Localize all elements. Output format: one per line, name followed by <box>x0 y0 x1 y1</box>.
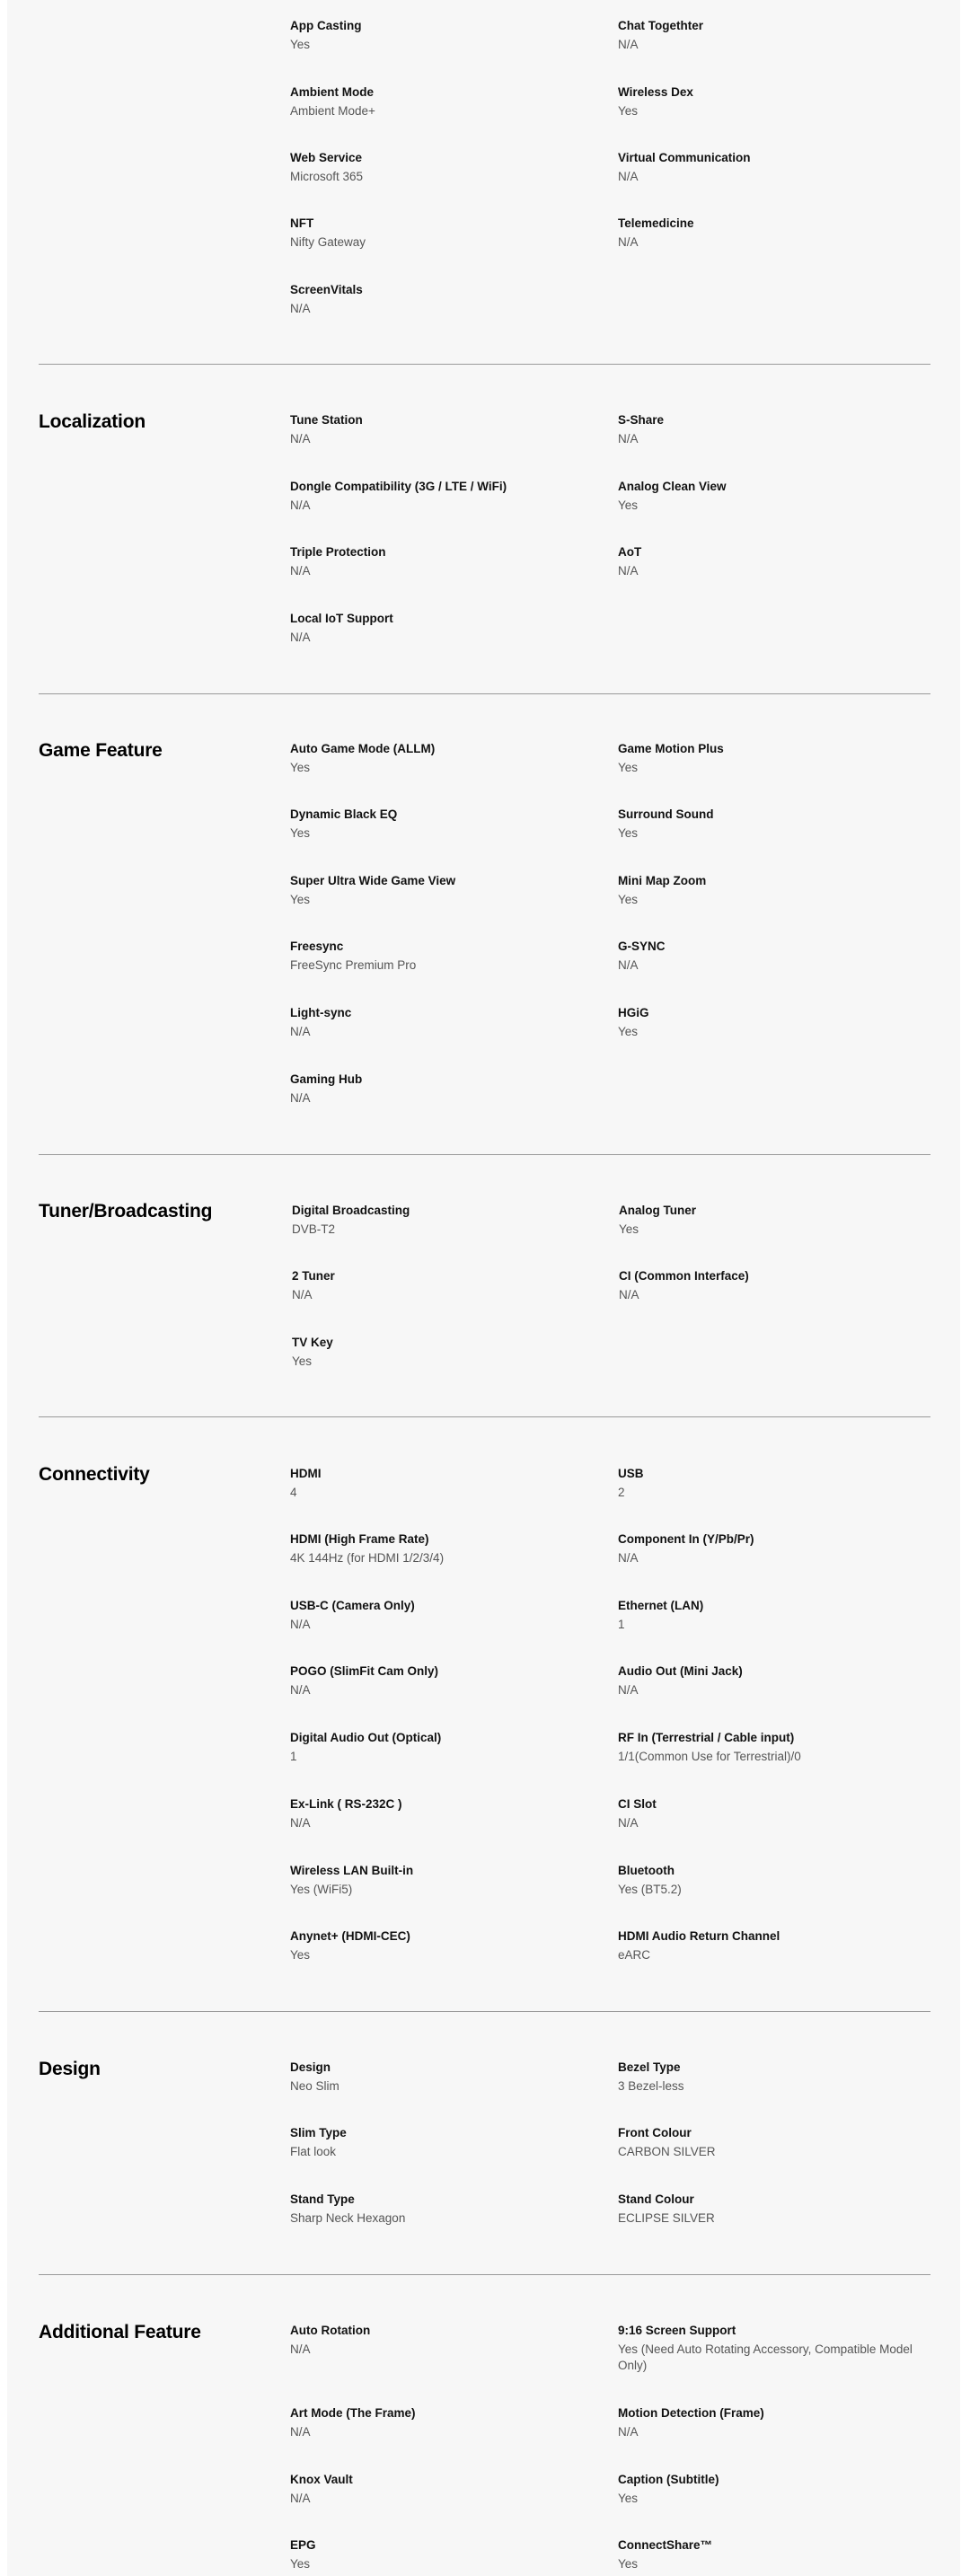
spec-label: RF In (Terrestrial / Cable input) <box>618 1731 795 1744</box>
spec-item <box>618 1928 923 1963</box>
spec-label: ConnectShare™ <box>618 2538 713 2552</box>
spec-label: Audio Out (Mini Jack) <box>618 1664 743 1678</box>
spec-page <box>7 0 960 2576</box>
spec-label: Super Ultra Wide Game View <box>290 874 456 887</box>
section-divider <box>39 364 930 365</box>
spec-item <box>618 18 923 53</box>
spec-label: 2 Tuner <box>292 1269 335 1283</box>
spec-item <box>618 1863 923 1898</box>
spec-item <box>618 741 923 776</box>
spec-item <box>292 1203 597 1238</box>
spec-item <box>290 2472 595 2507</box>
spec-label: HDMI <box>290 1467 322 1480</box>
spec-item <box>618 939 923 974</box>
spec-item <box>290 1005 595 1040</box>
section-title: Game Feature <box>39 740 163 761</box>
spec-label: Wireless Dex <box>618 85 693 99</box>
spec-value: CARBON SILVER <box>618 2145 716 2158</box>
spec-label: Analog Clean View <box>618 480 727 493</box>
spec-label: POGO (SlimFit Cam Only) <box>290 1664 439 1678</box>
spec-value: N/A <box>618 1551 639 1565</box>
spec-item <box>618 1796 923 1831</box>
spec-value: Microsoft 365 <box>290 170 364 183</box>
spec-item <box>618 1598 923 1633</box>
spec-item <box>290 18 595 53</box>
spec-label: USB-C (Camera Only) <box>290 1599 415 1612</box>
spec-item <box>618 544 923 579</box>
spec-item <box>618 2060 923 2095</box>
spec-label: USB <box>618 1467 644 1480</box>
spec-label: Gaming Hub <box>290 1072 363 1086</box>
spec-item <box>618 2323 923 2374</box>
spec-value: N/A <box>618 170 639 183</box>
section-divider <box>39 1154 930 1155</box>
spec-item <box>618 2125 923 2160</box>
spec-value: DVB-T2 <box>292 1222 336 1236</box>
spec-label: HDMI Audio Return Channel <box>618 1929 780 1943</box>
spec-value: Yes <box>618 2492 639 2505</box>
spec-item <box>618 150 923 185</box>
spec-value: Yes <box>290 2557 311 2571</box>
spec-label: Bezel Type <box>618 2060 681 2074</box>
spec-value: Yes <box>290 38 311 51</box>
spec-item <box>618 2192 923 2227</box>
spec-label: CI Slot <box>618 1797 657 1811</box>
spec-label: EPG <box>290 2538 316 2552</box>
spec-item <box>618 2405 923 2440</box>
spec-item <box>290 282 595 317</box>
spec-value: Yes <box>619 1222 639 1236</box>
spec-label: Motion Detection (Frame) <box>618 2406 764 2420</box>
spec-value: 1/1(Common Use for Terrestrial)/0 <box>618 1750 801 1763</box>
spec-value: Yes <box>618 893 639 906</box>
section-title: Design <box>39 2059 101 2079</box>
spec-item <box>290 1072 595 1107</box>
spec-label: Digital Broadcasting <box>292 1204 410 1217</box>
spec-item <box>290 939 595 974</box>
section-title: Tuner/Broadcasting <box>39 1201 213 1222</box>
spec-item <box>618 1730 923 1765</box>
spec-value: Nifty Gateway <box>290 235 366 249</box>
spec-value: 1 <box>618 1618 625 1631</box>
spec-label: App Casting <box>290 19 362 32</box>
spec-value: N/A <box>290 564 311 578</box>
spec-label: Tune Station <box>290 413 363 427</box>
spec-label: Game Motion Plus <box>618 742 724 755</box>
spec-label: ScreenVitals <box>290 283 363 296</box>
spec-label: Ambient Mode <box>290 85 374 99</box>
spec-item <box>619 1268 924 1303</box>
spec-value: N/A <box>290 1025 311 1038</box>
spec-value: N/A <box>618 432 639 446</box>
spec-label: Chat Togethter <box>618 19 703 32</box>
spec-label: Mini Map Zoom <box>618 874 707 887</box>
spec-value: N/A <box>290 631 311 644</box>
spec-label: Web Service <box>290 151 363 164</box>
spec-item <box>618 2537 923 2572</box>
spec-label: Telemedicine <box>618 216 694 230</box>
spec-value: N/A <box>290 2342 311 2356</box>
spec-item <box>290 150 595 185</box>
spec-item <box>290 741 595 776</box>
spec-label: Design <box>290 2060 331 2074</box>
spec-item <box>290 1531 595 1566</box>
spec-value: Yes <box>290 761 311 774</box>
spec-label: Light-sync <box>290 1006 352 1019</box>
spec-item <box>618 2472 923 2507</box>
spec-item <box>290 611 595 646</box>
spec-value: N/A <box>618 235 639 249</box>
spec-value: N/A <box>290 432 311 446</box>
spec-value: N/A <box>618 38 639 51</box>
spec-value: Yes <box>290 826 311 840</box>
spec-label: Stand Type <box>290 2192 355 2206</box>
spec-item <box>292 1335 597 1370</box>
spec-item <box>290 1863 595 1898</box>
spec-label: 9:16 Screen Support <box>618 2324 736 2337</box>
spec-label: AoT <box>618 545 642 559</box>
spec-item <box>618 807 923 842</box>
section-title: Additional Feature <box>39 2322 201 2342</box>
spec-label: Ethernet (LAN) <box>618 1599 704 1612</box>
section-divider <box>39 693 930 694</box>
spec-item <box>619 1203 924 1238</box>
spec-value: N/A <box>290 2425 311 2439</box>
spec-item <box>618 1531 923 1566</box>
spec-item <box>290 1730 595 1765</box>
spec-label: Dongle Compatibility (3G / LTE / WiFi) <box>290 480 507 493</box>
spec-item <box>290 2125 595 2160</box>
spec-item <box>290 84 595 119</box>
spec-value: 2 <box>618 1486 625 1499</box>
spec-value: Neo Slim <box>290 2079 340 2093</box>
spec-item <box>618 479 923 514</box>
spec-label: Caption (Subtitle) <box>618 2473 719 2486</box>
spec-label: S-Share <box>618 413 665 427</box>
spec-item <box>290 1466 595 1501</box>
spec-item <box>618 1005 923 1040</box>
spec-value: N/A <box>618 1816 639 1830</box>
spec-value: eARC <box>618 1948 651 1962</box>
spec-label: Auto Game Mode (ALLM) <box>290 742 436 755</box>
spec-label: Analog Tuner <box>619 1204 696 1217</box>
spec-label: Local IoT Support <box>290 612 393 625</box>
spec-item <box>290 2323 595 2358</box>
spec-label: Component In (Y/Pb/Pr) <box>618 1532 754 1546</box>
spec-label: Dynamic Black EQ <box>290 807 398 821</box>
spec-value: Yes <box>618 498 639 512</box>
spec-label: Virtual Communication <box>618 151 751 164</box>
spec-value: 1 <box>290 1750 297 1763</box>
spec-value: 4K 144Hz (for HDMI 1/2/3/4) <box>290 1551 445 1565</box>
spec-label: Digital Audio Out (Optical) <box>290 1731 442 1744</box>
spec-label: HDMI (High Frame Rate) <box>290 1532 429 1546</box>
spec-label: Front Colour <box>618 2126 692 2139</box>
spec-label: G-SYNC <box>618 940 666 953</box>
spec-value: Yes <box>292 1354 313 1368</box>
spec-item <box>290 873 595 908</box>
section-divider <box>39 1416 930 1417</box>
spec-value: Yes (Need Auto Rotating Accessory, Compatible Model Only) <box>618 2342 913 2372</box>
spec-value: Yes <box>618 1025 639 1038</box>
section-divider <box>39 2011 930 2012</box>
spec-value: Yes (WiFi5) <box>290 1883 353 1896</box>
section-title: Connectivity <box>39 1464 150 1485</box>
spec-value: N/A <box>290 1683 311 1697</box>
spec-label: HGiG <box>618 1006 649 1019</box>
spec-value: Flat look <box>290 2145 337 2158</box>
spec-item <box>618 1663 923 1698</box>
spec-value: N/A <box>618 2425 639 2439</box>
spec-item <box>290 1796 595 1831</box>
spec-value: Yes (BT5.2) <box>618 1883 682 1896</box>
spec-label: Knox Vault <box>290 2473 353 2486</box>
spec-item <box>290 479 595 514</box>
spec-item <box>290 1928 595 1963</box>
spec-value: FreeSync Premium Pro <box>290 958 417 972</box>
spec-item <box>290 544 595 579</box>
spec-label: TV Key <box>292 1336 333 1349</box>
spec-item <box>618 84 923 119</box>
spec-item <box>290 412 595 447</box>
spec-value: Ambient Mode+ <box>290 104 375 118</box>
spec-item <box>618 412 923 447</box>
spec-label: Bluetooth <box>618 1864 675 1877</box>
section-title: Localization <box>39 411 146 432</box>
spec-label: NFT <box>290 216 314 230</box>
spec-value: N/A <box>290 1618 311 1631</box>
spec-value: N/A <box>290 302 311 315</box>
spec-value: N/A <box>290 1091 311 1105</box>
spec-value: N/A <box>618 1683 639 1697</box>
spec-item <box>290 2192 595 2227</box>
spec-label: Surround Sound <box>618 807 714 821</box>
spec-value: Yes <box>290 1948 311 1962</box>
spec-value: N/A <box>618 564 639 578</box>
spec-label: Wireless LAN Built-in <box>290 1864 414 1877</box>
spec-value: ECLIPSE SILVER <box>618 2211 715 2225</box>
spec-value: N/A <box>292 1288 313 1301</box>
spec-item <box>290 1663 595 1698</box>
spec-item <box>292 1268 597 1303</box>
spec-label: Anynet+ (HDMI-CEC) <box>290 1929 410 1943</box>
spec-value: N/A <box>290 498 311 512</box>
spec-label: Slim Type <box>290 2126 347 2139</box>
spec-value: Yes <box>618 826 639 840</box>
spec-item <box>618 1466 923 1501</box>
spec-label: Freesync <box>290 940 344 953</box>
spec-item <box>290 2537 595 2572</box>
spec-value: 4 <box>290 1486 297 1499</box>
spec-value: N/A <box>618 958 639 972</box>
spec-item <box>618 216 923 251</box>
spec-value: N/A <box>290 1816 311 1830</box>
spec-item <box>290 2060 595 2095</box>
section-divider <box>39 2274 930 2275</box>
spec-label: Art Mode (The Frame) <box>290 2406 416 2420</box>
spec-item <box>290 2405 595 2440</box>
spec-item <box>618 873 923 908</box>
spec-item <box>290 1598 595 1633</box>
spec-value: 3 Bezel-less <box>618 2079 684 2093</box>
spec-label: Ex-Link ( RS-232C ) <box>290 1797 402 1811</box>
spec-label: Stand Colour <box>618 2192 694 2206</box>
spec-value: Yes <box>618 2557 639 2571</box>
spec-value: Yes <box>618 761 639 774</box>
spec-value: Sharp Neck Hexagon <box>290 2211 406 2225</box>
spec-label: Auto Rotation <box>290 2324 371 2337</box>
spec-label: Triple Protection <box>290 545 386 559</box>
spec-value: Yes <box>290 893 311 906</box>
spec-value: N/A <box>290 2492 311 2505</box>
spec-value: N/A <box>619 1288 639 1301</box>
spec-item <box>290 807 595 842</box>
spec-value: Yes <box>618 104 639 118</box>
spec-label: CI (Common Interface) <box>619 1269 749 1283</box>
spec-item <box>290 216 595 251</box>
